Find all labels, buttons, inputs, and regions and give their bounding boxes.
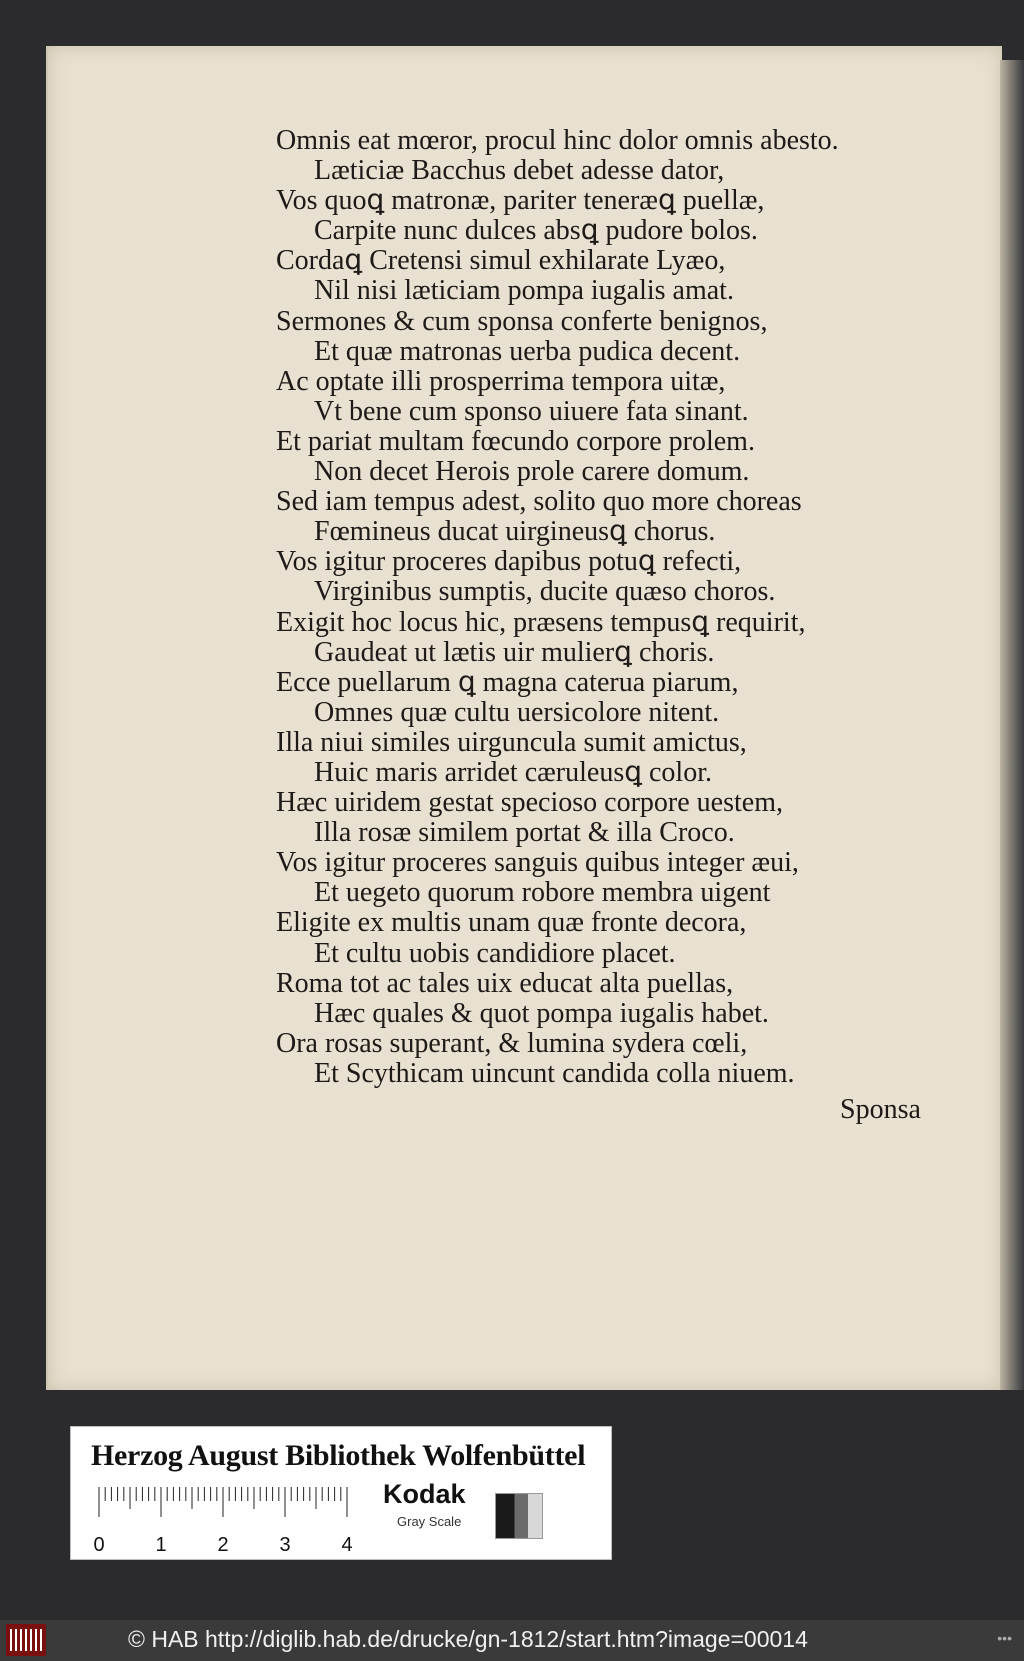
- poem-line: Ac optate illi prosperrima tempora uitæ,: [276, 365, 726, 397]
- catchword: Sponsa: [840, 1094, 921, 1125]
- poem-line: Carpite nunc dulces absꝗ pudore bolos.: [314, 215, 758, 247]
- poem-line: Huic maris arridet cæruleusꝗ color.: [314, 756, 712, 788]
- gray-swatch: [495, 1493, 543, 1539]
- hab-logo-icon: [6, 1624, 46, 1656]
- ruler-label: 4: [341, 1534, 353, 1556]
- poem-text: [276, 126, 936, 1089]
- ruler-label: 2: [217, 1534, 229, 1556]
- ruler-label: 1: [155, 1534, 167, 1556]
- poem-line: Illa niui similes uirguncula sumit amictus,: [276, 726, 747, 758]
- poem-line: Sed iam tempus adest, solito quo more choreas: [276, 486, 802, 518]
- ruler-label: 3: [279, 1534, 291, 1556]
- library-title: Herzog August Bibliothek Wolfenbüttel: [91, 1439, 586, 1472]
- poem-line: Gaudeat ut lætis uir mulierꝗ choris.: [314, 636, 715, 668]
- poem-line: Et Scythicam uincunt candida colla niuem.: [314, 1057, 795, 1089]
- poem-line: Hæc quales & quot pompa iugalis habet.: [314, 997, 769, 1029]
- poem-line: Non decet Herois prole carere domum.: [314, 456, 750, 488]
- poem-line: Omnes quæ cultu uersicolore nitent.: [314, 696, 720, 728]
- poem-line: Roma tot ac tales uix educat alta puellas,: [276, 967, 734, 999]
- poem-line: Vt bene cum sponso uiuere fata sinant.: [314, 395, 749, 427]
- ruler-label: 0: [93, 1534, 105, 1556]
- poem-line: Et uegeto quorum robore membra uigent: [314, 877, 771, 909]
- poem-line: Virginibus sumptis, ducite quæso choros.: [314, 576, 776, 608]
- poem-line: Ora rosas superant, & lumina sydera cœli,: [276, 1027, 748, 1059]
- poem-line: Eligite ex multis unam quæ fronte decora,: [276, 907, 747, 939]
- more-icon[interactable]: •••: [997, 1630, 1012, 1646]
- poem-line: Hæc uiridem gestat specioso corpore uestem,: [276, 787, 783, 819]
- footer-url[interactable]: © HAB http://diglib.hab.de/drucke/gn-1812/start.htm?image=00014: [128, 1626, 808, 1652]
- poem-line: Omnis eat mœror, procul hinc dolor omnis abesto.: [276, 125, 839, 156]
- poem-line: Et quæ matronas uerba pudica decent.: [314, 335, 741, 367]
- poem-line: Vos quoꝗ matronæ, pariter teneræꝗ puellæ,: [276, 185, 765, 217]
- poem-line: Et cultu uobis candidiore placet.: [314, 937, 676, 969]
- poem-line: Et pariat multam fœcundo corpore prolem.: [276, 425, 755, 457]
- poem-line: Exigit hoc locus hic, præsens tempusꝗ requirit,: [276, 606, 806, 638]
- footer-bar: [0, 1620, 1024, 1661]
- poem-line: Illa rosæ similem portat & illa Croco.: [314, 817, 735, 849]
- poem-line: Fœmineus ducat uirgineusꝗ chorus.: [314, 516, 716, 548]
- poem-line: Ecce puellarum ꝗ magna caterua piarum,: [276, 666, 739, 698]
- page-gutter: [1000, 60, 1024, 1390]
- kodak-logo: Kodak: [383, 1479, 466, 1509]
- poem-line: Nil nisi læticiam pompa iugalis amat.: [314, 275, 734, 307]
- gray-scale-label: Gray Scale: [397, 1514, 462, 1529]
- poem-line: Sermones & cum sponsa conferte benignos,: [276, 305, 768, 337]
- poem-line: Vos igitur proceres dapibus potuꝗ refecti,: [276, 546, 742, 578]
- poem-line: Læticiæ Bacchus debet adesse dator,: [314, 155, 725, 187]
- color-target-card: [70, 1426, 612, 1560]
- poem-line: Cordaꝗ Cretensi simul exhilarate Lyæo,: [276, 245, 726, 277]
- poem-line: Vos igitur proceres sanguis quibus integer æui,: [276, 847, 799, 879]
